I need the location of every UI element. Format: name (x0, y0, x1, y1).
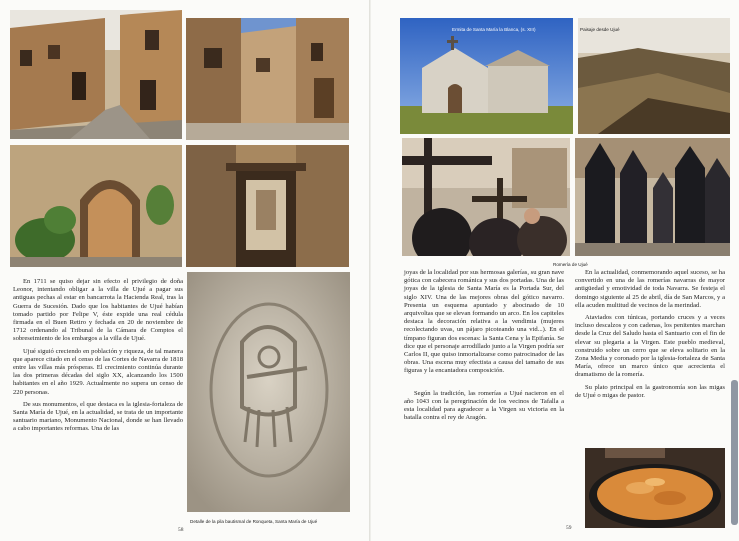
right-col2-paragraph-1: En la actualidad, conmemorando aquel suceso, se ha convertido en una de las romerías navarras de mayor antigüedad y emotividad de toda Navarra. Se festeja el domingo siguiente al 25 de abril, día de San Marcos, y a ella acuden multitud de vecinos de la merindad. (575, 269, 725, 309)
right-page-column-1 (404, 269, 564, 426)
right-col2-paragraph-2: Ataviados con túnicas, portando cruces y a veces incluso descalzos y con cadenas, los penitentes marchan desde la Cruz del Saludo hasta el Santuario con el fin de elevar su plegaria a la Virgen. Este pueblo medieval, construido sobre un cerro que se eleva solitario en la Zona Media y coronado por la iglesia-fortaleza de Santa María, ofrece un marco único que acrecienta el dramatismo de la romería. (575, 314, 725, 379)
photo-stone-houses (186, 18, 349, 140)
right-col1-paragraph-2: Según la tradición, las romerías a Ujué nacieron en el año 1043 con la peregrinación de los vecinos de Tafalla a esta localidad para agradecer a la Virgen su victoria en la batalla contra el rey de Aragón. (404, 389, 564, 422)
caption-landscape: Paisaje desde Ujué (580, 27, 620, 32)
left-paragraph-2: Ujué siguió creciendo en población y riqueza, de tal manera que aparece citado en el censo de las Cortes de Navarra de 1818 entre las villas más prósperas. El crecimiento continúa durante las dos primeras décadas del siglo XX, alcanzando los 1500 habitantes en el año 1929. Actualmente no supera un censo de 220 personas. (13, 347, 183, 396)
photo-hermitage-church (400, 18, 573, 134)
photo-alley-passage (186, 145, 349, 267)
photo-stone-arch (10, 145, 182, 267)
photo-village-street (10, 10, 182, 139)
left-page-text (13, 278, 183, 438)
photo-landscape (578, 18, 730, 134)
right-col2-paragraph-3: Su plato principal en la gastronomía son las migas de Ujué o migas de pastor. (575, 383, 725, 399)
caption-hermitage: Ermita de Santa María la Blanca, (s. XIII) (452, 27, 536, 32)
right-page-column-2 (575, 269, 725, 404)
viewer-scrollbar[interactable] (731, 380, 738, 525)
photo-hooded-penitents (575, 138, 730, 256)
photo-migas-dish (585, 448, 725, 528)
left-paragraph-1: En 1711 se quiso dejar sin efecto el privilegio de doña Leonor, intentando obligar a la villa de Ujué a pagar sus antiguas pechas al estar en bancarrota la Hacienda Real, tras la Guerra de Sucesión. Dado que los habitantes de Ujué habían tomado partido por Felipe V, éste expide una real cédula firmada en el Buen Retiro y fechada en 20 de noviembre de 1712 ordenando al Tribunal de la Cámara de Comptos el sobreseimiento de los embargos a la villa de Ujué. (13, 278, 183, 343)
left-page-caption: Detalle de la pila bautismal de Ronqueta, Santa María de Ujué (190, 519, 318, 524)
right-col1-paragraph-1: joyas de la localidad por sus hermosas galerías, su gran nave gótica con cabecera románica y sus dos portadas. Una de las joyas de la iglesia de Santa María es la Portada Sur, del siglo XIV. Una de las mejores obras del gótico navarro. Presenta un esquema apuntado y abocinado de 10 arquivoltas que se elevan formando un arco. En los capiteles destaca la decoración relativa a la vendimia (mujeres recolectando uvas, un pájaro picoteando una vid...). En el tímpano figuran dos escenas: la Santa Cena y la Epifanía. Se dice que el personaje arrodillado junto a la Virgen podría ser Carlos II, que quiso inmortalizarse como patrocinador de las obras. Una escena muy efectista a causa del tamaño de sus figuras y la encantadora composición. (404, 269, 564, 375)
right-page-number: 59 (566, 525, 572, 531)
photo-procession-crosses (402, 138, 570, 256)
photo-baptismal-font-relief (187, 272, 350, 512)
book-gutter (369, 0, 371, 541)
caption-romeria: Romería de Ujué (553, 262, 588, 267)
left-page-number: 58 (178, 527, 184, 533)
left-paragraph-3: De sus monumentos, el que destaca es la iglesia-fortaleza de Santa María de Ujué, en la actualidad, se trata de un importante santuario mariano, Monumento Nacional, donde se han llevado a cabo importantes reformas. Una de las (13, 400, 183, 433)
